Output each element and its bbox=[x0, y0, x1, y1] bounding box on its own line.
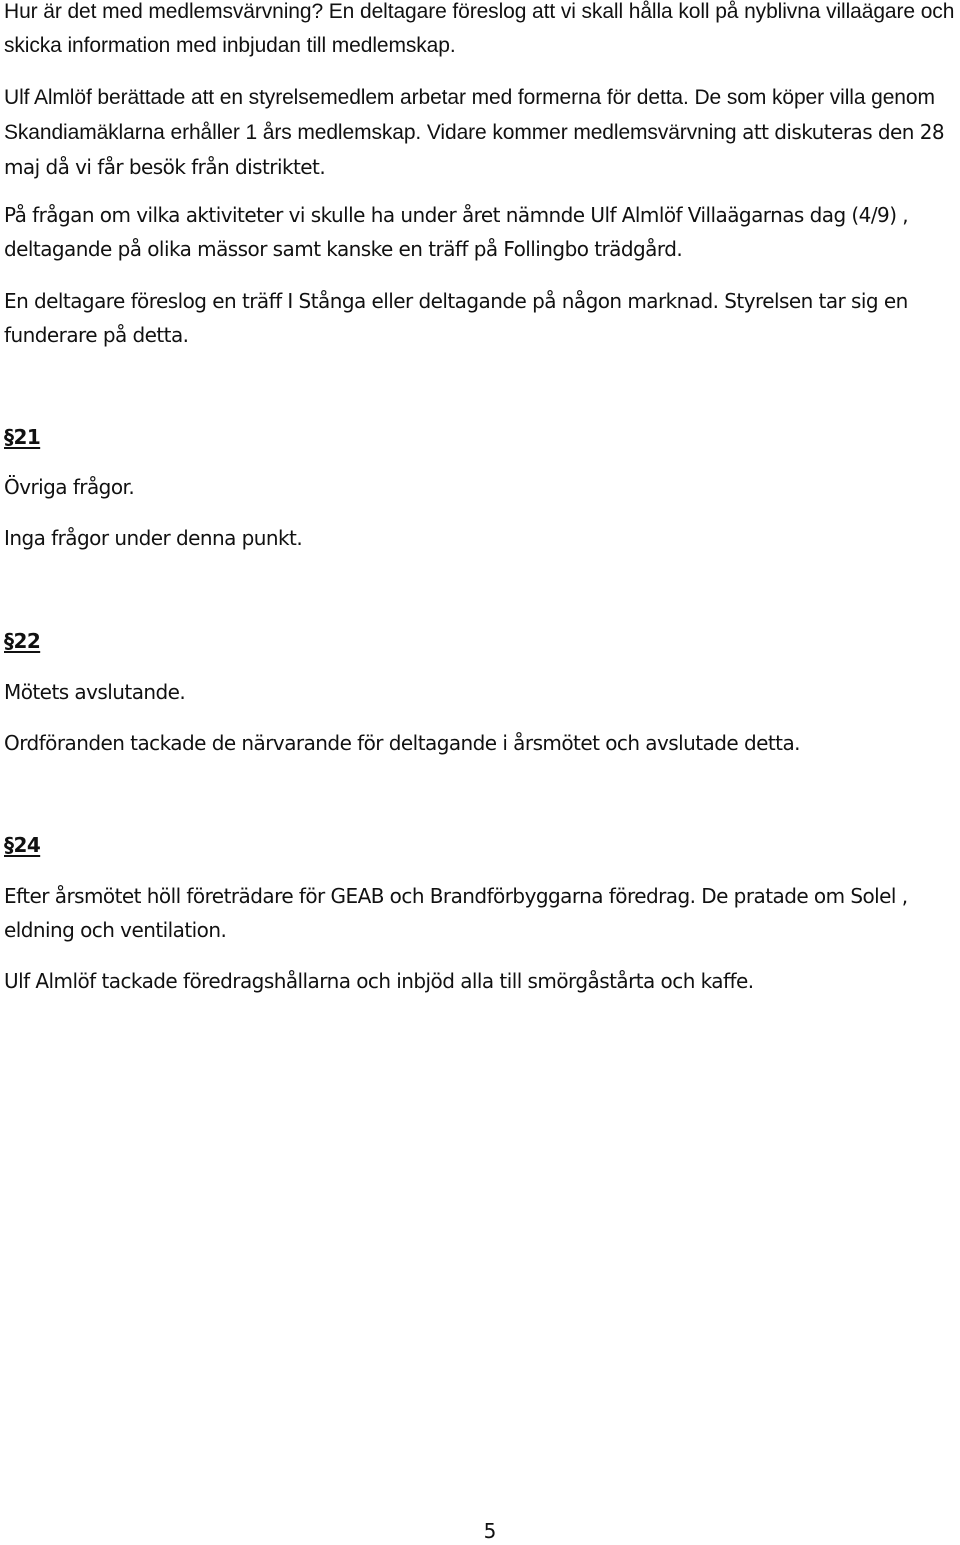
section-heading-21: §21 bbox=[4, 425, 41, 449]
paragraph-almlof-formerna bbox=[4, 81, 956, 185]
section-22-line-2: Ordföranden tackade de närvarande för deltagande i årsmötet och avslutade detta. bbox=[4, 731, 800, 755]
paragraph-almlof-part-a: Ulf Almlöf berättade att en styrelsemedlem arbetar med formerna för detta. De som köper villa genom Skandiamäklarna erhåller 1 års medlemskap. Vidare kommer medlemsvärvning bbox=[4, 86, 935, 144]
section-22-line-1: Mötets avslutande. bbox=[4, 680, 186, 704]
section-24-paragraph-1: Efter årsmötet höll företrädare för GEAB och Brandförbyggarna föredrag. De pratade om Solel , eldning och ventilation. bbox=[4, 884, 908, 942]
paragraph-medlemsvarvning: Hur är det med medlemsvärvning? En deltagare föreslog att vi skall hålla koll på nyblivna villaägare och skicka information med inbjudan till medlemskap. bbox=[4, 0, 955, 57]
section-21-line-1: Övriga frågor. bbox=[4, 475, 135, 499]
paragraph-aktiviteter: På frågan om vilka aktiviteter vi skulle ha under året nämnde Ulf Almlöf Villaägarnas dag (4/9) , deltagande på olika mässor samt kanske en träff på Follingbo trädgård. bbox=[4, 203, 909, 261]
paragraph-almlof-part-b: att diskuteras den 28 maj då vi får besök från distriktet. bbox=[4, 120, 945, 179]
section-heading-24: §24 bbox=[4, 833, 41, 857]
paragraph-stanga: En deltagare föreslog en träff I Stånga eller deltagande på någon marknad. Styrelsen tar sig en funderare på detta. bbox=[4, 289, 908, 347]
section-24-paragraph-2: Ulf Almlöf tackade föredragshållarna och inbjöd alla till smörgåstårta och kaffe. bbox=[4, 969, 754, 993]
page-number: 5 bbox=[483, 1519, 497, 1543]
section-21-line-2: Inga frågor under denna punkt. bbox=[4, 526, 303, 550]
section-heading-22: §22 bbox=[4, 629, 41, 653]
